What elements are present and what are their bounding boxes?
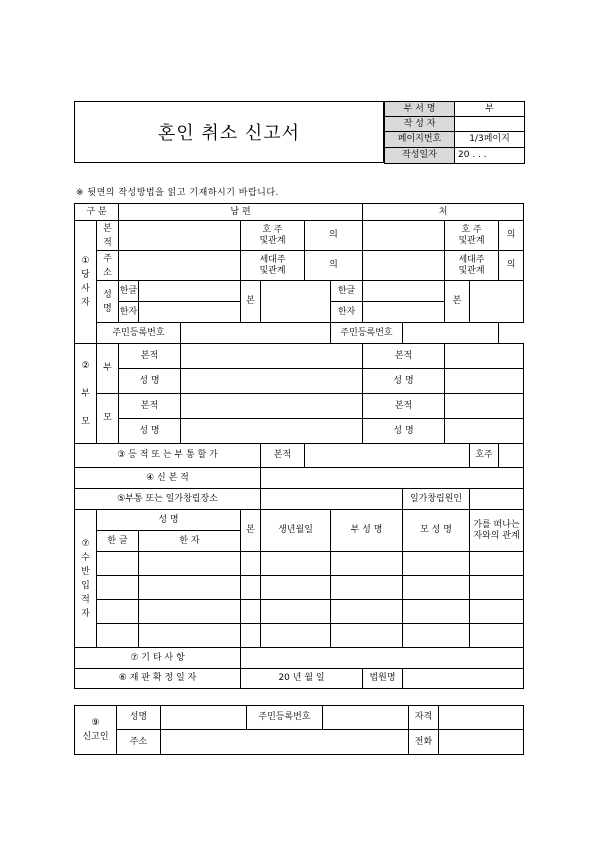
child4-hanja[interactable]	[139, 624, 241, 648]
parents-section-label: ② 부 모	[75, 344, 97, 444]
child1-father[interactable]	[331, 552, 403, 576]
wife-hoju-ui: 의	[499, 221, 524, 251]
main-form	[74, 203, 524, 689]
children-birth-head: 생년월일	[261, 510, 331, 552]
husband-hangul-field[interactable]	[139, 281, 241, 302]
dept-value[interactable]: 부	[455, 102, 525, 117]
wife-sedaeju-ui: 의	[499, 251, 524, 281]
child4-relation[interactable]	[470, 624, 524, 648]
row5-label: ⑤부통 또는 일가창립장소	[75, 489, 261, 510]
husband-hanja-label: 한자	[119, 302, 139, 323]
husband-mother-name-label: 성 명	[119, 419, 181, 444]
husband-hangul-label: 한글	[119, 281, 139, 302]
mother-label: 모	[97, 394, 119, 444]
child1-bon[interactable]	[241, 552, 261, 576]
child4-father[interactable]	[331, 624, 403, 648]
reporter-form	[74, 705, 524, 755]
husband-father-name-field[interactable]	[181, 369, 363, 394]
row3-label: ③ 등 적 또 는 부 통 할 가	[75, 444, 261, 468]
header-wife: 처	[363, 204, 524, 221]
child1-hangul[interactable]	[97, 552, 139, 576]
date-value[interactable]: 20 . . .	[455, 148, 525, 164]
wife-mother-bonjeok-field[interactable]	[445, 394, 524, 419]
husband-father-bonjeok-label: 본적	[119, 344, 181, 369]
reporter-phone-field[interactable]	[439, 730, 524, 755]
child2-birth[interactable]	[261, 576, 331, 600]
wife-mother-name-label: 성 명	[363, 419, 445, 444]
husband-sedaeju-label: 세대주 및관계	[241, 251, 305, 281]
wife-mother-name-field[interactable]	[445, 419, 524, 444]
child1-relation[interactable]	[470, 552, 524, 576]
author-value[interactable]	[455, 117, 525, 132]
row5-cause-label: 일가창립원인	[403, 489, 470, 510]
father-label: 부	[97, 344, 119, 394]
husband-sedaeju-ui: 의	[305, 251, 363, 281]
bonjeok-label: 본 적	[97, 221, 119, 251]
child2-hanja[interactable]	[139, 576, 241, 600]
wife-bon-field[interactable]	[470, 281, 524, 323]
instruction-note: ※ 뒷면의 작성방법을 읽고 기재하시기 바랍니다.	[76, 188, 279, 198]
date-label: 작성일자	[385, 148, 455, 164]
wife-sedaeju-label: 세대주 및관계	[445, 251, 499, 281]
reporter-rrn-label: 주민등록번호	[247, 706, 323, 730]
header-husband: 남 편	[119, 204, 363, 221]
husband-bon-field[interactable]	[261, 281, 331, 323]
child1-birth[interactable]	[261, 552, 331, 576]
row3-bonjeok-field[interactable]	[305, 444, 470, 468]
other-label: ⑦ 기 타 사 항	[75, 648, 241, 669]
children-section-label: ⑦ 수 반 입 적 자	[75, 510, 97, 648]
reporter-name-label: 성명	[117, 706, 161, 730]
husband-bonjeok-field[interactable]	[119, 221, 241, 251]
child4-bon[interactable]	[241, 624, 261, 648]
child1-hanja[interactable]	[139, 552, 241, 576]
wife-hanja-label: 한자	[331, 302, 363, 323]
reporter-rrn-field[interactable]	[323, 706, 409, 730]
children-bon-head: 본	[241, 510, 261, 552]
row4-field[interactable]	[261, 468, 524, 489]
child3-hanja[interactable]	[139, 600, 241, 624]
wife-father-bonjeok-field[interactable]	[445, 344, 524, 369]
husband-mother-name-field[interactable]	[181, 419, 363, 444]
row3-bonjeok-label: 본적	[261, 444, 305, 468]
child2-mother[interactable]	[403, 576, 470, 600]
child2-father[interactable]	[331, 576, 403, 600]
husband-hoju-ui: 의	[305, 221, 363, 251]
trial-date-field[interactable]: 20 년 월 일	[241, 669, 363, 689]
dept-label: 부 서 명	[385, 102, 455, 117]
children-relation-head: 가를 떠나는 자와의 관계	[470, 510, 524, 552]
row5-field[interactable]	[261, 489, 403, 510]
name-label: 성 명	[97, 281, 119, 323]
child2-bon[interactable]	[241, 576, 261, 600]
children-hanja-head: 한 자	[139, 531, 241, 552]
reporter-qual-field[interactable]	[439, 706, 524, 730]
child3-hangul[interactable]	[97, 600, 139, 624]
other-field[interactable]	[241, 648, 524, 669]
child4-birth[interactable]	[261, 624, 331, 648]
child3-relation[interactable]	[470, 600, 524, 624]
child3-birth[interactable]	[261, 600, 331, 624]
wife-mother-bonjeok-label: 본적	[363, 394, 445, 419]
row3-hoju-label: 호주	[470, 444, 499, 468]
husband-rrn-label: 주민등록번호	[97, 323, 181, 344]
children-hangul-head: 한 글	[97, 531, 139, 552]
husband-father-bonjeok-field[interactable]	[181, 344, 363, 369]
info-box	[384, 101, 525, 164]
child2-hangul[interactable]	[97, 576, 139, 600]
children-name-head: 성 명	[97, 510, 241, 531]
husband-mother-bonjeok-label: 본적	[119, 394, 181, 419]
page-no-value: 1/3페이지	[455, 132, 525, 148]
child4-mother[interactable]	[403, 624, 470, 648]
wife-father-bonjeok-label: 본적	[363, 344, 445, 369]
husband-father-name-label: 성 명	[119, 369, 181, 394]
child3-mother[interactable]	[403, 600, 470, 624]
wife-address-field[interactable]	[363, 251, 445, 281]
wife-hangul-label: 한글	[331, 281, 363, 302]
wife-hanja-field[interactable]	[363, 302, 445, 323]
husband-address-field[interactable]	[119, 251, 241, 281]
juso-label: 주 소	[97, 251, 119, 281]
children-father-head: 부 성 명	[331, 510, 403, 552]
reporter-address-label: 주소	[117, 730, 161, 755]
husband-hanja-field[interactable]	[139, 302, 241, 323]
child3-father[interactable]	[331, 600, 403, 624]
reporter-address-field[interactable]	[161, 730, 409, 755]
reporter-name-field[interactable]	[161, 706, 247, 730]
form-title: 혼인 취소 신고서	[157, 123, 301, 144]
form-title-box	[74, 101, 384, 163]
reporter-phone-label: 전화	[409, 730, 439, 755]
wife-hangul-field[interactable]	[363, 281, 445, 302]
husband-rrn-field[interactable]	[181, 323, 331, 344]
author-label: 작 성 자	[385, 117, 455, 132]
party-section-label: ① 당 사 자	[75, 221, 97, 344]
wife-rrn-label: 주민등록번호	[331, 323, 403, 344]
child2-relation[interactable]	[470, 576, 524, 600]
wife-bonjeok-field[interactable]	[363, 221, 445, 251]
court-label: 법원명	[363, 669, 403, 689]
husband-mother-bonjeok-field[interactable]	[181, 394, 363, 419]
wife-father-name-field[interactable]	[445, 369, 524, 394]
husband-hoju-label: 호 주 및관계	[241, 221, 305, 251]
court-field[interactable]	[403, 669, 524, 689]
husband-bon-label: 본	[241, 281, 261, 323]
wife-father-name-label: 성 명	[363, 369, 445, 394]
row5-cause-field[interactable]	[470, 489, 524, 510]
children-mother-head: 모 성 명	[403, 510, 470, 552]
header-gubun: 구 분	[75, 204, 119, 221]
trial-date-label: ⑥ 재 판 확 정 일 자	[75, 669, 241, 689]
child4-hangul[interactable]	[97, 624, 139, 648]
reporter-qual-label: 자격	[409, 706, 439, 730]
wife-hoju-label: 호 주 및관계	[445, 221, 499, 251]
page-no-label: 페이지번호	[385, 132, 455, 148]
reporter-section-label: ⑨ 신고인	[75, 706, 117, 755]
row4-label: ④ 신 본 적	[75, 468, 261, 489]
child1-mother[interactable]	[403, 552, 470, 576]
wife-rrn-field[interactable]	[403, 323, 499, 344]
child3-bon[interactable]	[241, 600, 261, 624]
row3-hoju-field[interactable]	[499, 444, 524, 468]
wife-bon-label: 본	[445, 281, 470, 323]
